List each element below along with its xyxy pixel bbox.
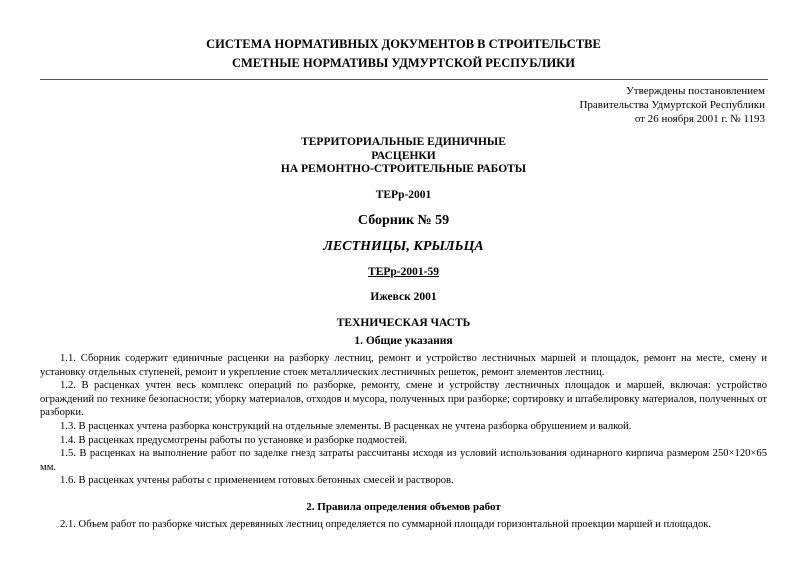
title-line-2: РАСЦЕНКИ [371, 149, 436, 162]
approval-line-3: от 26 ноября 2001 г. № 1193 [634, 113, 765, 125]
paragraph-1-5: 1.5. В расценках на выполнение работ по заделке гнезд затраты рассчитаны исходя из условий использования одинарного кирпича размером 250×120×65 мм. [40, 448, 767, 473]
technical-part-heading: ТЕХНИЧЕСКАЯ ЧАСТЬ [336, 317, 471, 329]
header-divider [40, 79, 768, 80]
title-line-1: ТЕРРИТОРИАЛЬНЫЕ ЕДИНИЧНЫЕ [301, 136, 506, 148]
city-year: Ижевск 2001 [370, 291, 437, 303]
paragraph-1-6: 1.6. В расценках учтены работы с применением готовых бетонных смесей и растворов. [60, 475, 454, 487]
approval-block [579, 84, 765, 126]
system-title: СИСТЕМА НОРМАТИВНЫХ ДОКУМЕНТОВ В СТРОИТЕЛЬСТВЕ [206, 37, 601, 51]
section-title: ЛЕСТНИЦЫ, КРЫЛЬЦА [323, 239, 484, 254]
approval-line-2: Правительства Удмуртской Республики [579, 99, 765, 111]
rules-body [40, 518, 767, 532]
rules-heading: 2. Правила определения объемов работ [306, 501, 501, 513]
general-instructions-heading: 1. Общие указания [354, 335, 453, 347]
title-line-3: НА РЕМОНТНО-СТРОИТЕЛЬНЫЕ РАБОТЫ [280, 163, 527, 175]
paragraph-1-1: 1.1. Сборник содержит единичные расценки на разборку лестниц, ремонт и устройство лестничных маршей и площадок, ремонт на месте, смену и установку отдельных ступеней, ремонт и укрепление стоек металлических лестничных решеток, ремонт элементов лестниц. [40, 353, 767, 378]
document-title [0, 136, 807, 177]
norms-title: СМЕТНЫЕ НОРМАТИВЫ УДМУРТСКОЙ РЕСПУБЛИКИ [232, 56, 575, 70]
paragraph-2-1: 2.1. Объем работ по разборке чистых деревянных лестниц определяется по суммарной площади горизонтальной проекции маршей и площадок. [60, 519, 712, 530]
paragraph-1-2: 1.2. В расценках учтен весь комплекс операций по разборке, ремонту, смене и устройству лестничных площадок и маршей, включая: устройство ограждений по технике безопасности; уборку материалов, отходов и мусора, полученных при разборке; сортировку и штабелировку материалов, полученных от разборки. [40, 380, 767, 419]
general-instructions-body [40, 352, 767, 488]
paragraph-1-3: 1.3. В расценках учтена разборка конструкций на отдельные элементы. В расценках не учтена разборка обрушением и валкой. [60, 420, 632, 432]
approval-line-1: Утверждены постановлением [625, 85, 765, 97]
section-code: ТЕРр-2001-59 [368, 266, 439, 278]
paragraph-1-4: 1.4. В расценках предусмотрены работы по установке и разборке подмостей. [60, 434, 408, 446]
collection-number: Сборник № 59 [357, 213, 450, 228]
document-code: ТЕРр-2001 [375, 189, 432, 201]
